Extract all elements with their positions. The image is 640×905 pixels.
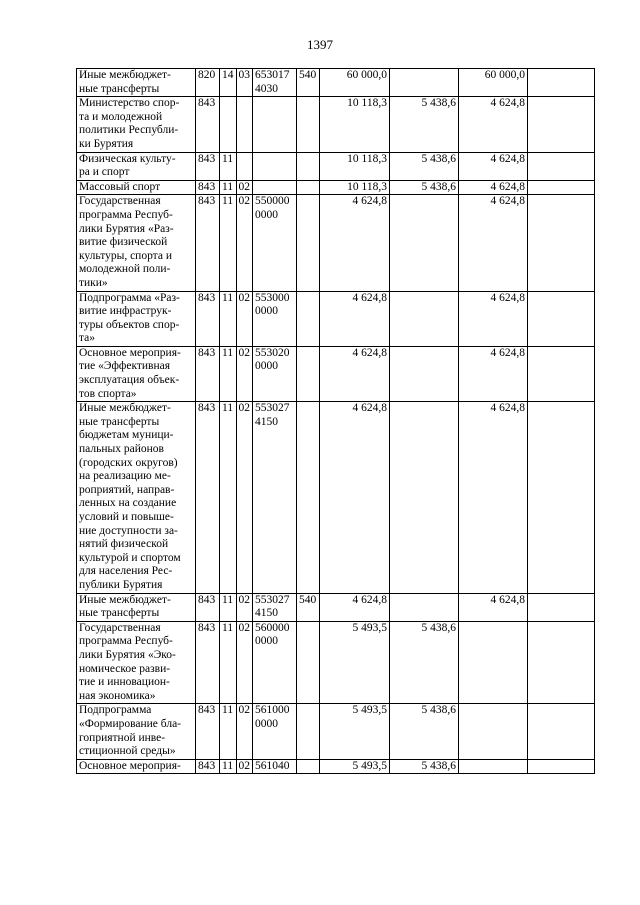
ministry-code-cell: 843	[196, 195, 220, 291]
amount-col4-cell	[528, 180, 595, 195]
target-article-cell: 553027 4150	[253, 402, 297, 593]
subsection-code-cell: 02	[236, 180, 253, 195]
item-name-cell: Министерство спор- та и молодежной политики Республи- ки Бурятия	[77, 97, 196, 152]
item-name-cell: Подпрограмма «Раз- витие инфраструк- туры объектов спор- та»	[77, 291, 196, 346]
subsection-code-cell	[236, 152, 253, 180]
amount-col3-cell: 4 624,8	[459, 97, 528, 152]
item-name-cell: Физическая культу- ра и спорт	[77, 152, 196, 180]
expense-type-cell	[297, 97, 320, 152]
amount-col3-cell	[459, 704, 528, 759]
amount-col2-cell: 5 438,6	[390, 704, 459, 759]
amount-col4-cell	[528, 346, 595, 401]
ministry-code-cell: 843	[196, 593, 220, 621]
ministry-code-cell: 843	[196, 759, 220, 774]
item-name-cell: Иные межбюджет- ные трансферты	[77, 69, 196, 97]
item-name-cell: Государственная программа Респуб- лики Бурятия «Эко- номическое разви- тие и инновацион- ная экономика»	[77, 621, 196, 704]
section-code-cell: 11	[220, 759, 237, 774]
target-article-cell: 553027 4150	[253, 593, 297, 621]
amount-total-cell: 4 624,8	[320, 593, 390, 621]
table-body	[77, 69, 595, 774]
table-row	[77, 346, 595, 401]
target-article-cell	[253, 97, 297, 152]
item-name-cell: Основное мероприя-	[77, 759, 196, 774]
amount-col3-cell: 4 624,8	[459, 291, 528, 346]
ministry-code-cell: 843	[196, 97, 220, 152]
target-article-cell: 560000 0000	[253, 621, 297, 704]
target-article-cell: 553000 0000	[253, 291, 297, 346]
subsection-code-cell: 02	[236, 346, 253, 401]
amount-col2-cell: 5 438,6	[390, 152, 459, 180]
item-name-cell: Основное мероприя- тие «Эффективная эксплуатация объек- тов спорта»	[77, 346, 196, 401]
ministry-code-cell: 843	[196, 152, 220, 180]
amount-col2-cell	[390, 346, 459, 401]
amount-col4-cell	[528, 402, 595, 593]
subsection-code-cell	[236, 97, 253, 152]
amount-total-cell: 5 493,5	[320, 759, 390, 774]
section-code-cell: 11	[220, 346, 237, 401]
subsection-code-cell: 02	[236, 291, 253, 346]
ministry-code-cell: 843	[196, 346, 220, 401]
amount-col2-cell: 5 438,6	[390, 180, 459, 195]
table-row	[77, 593, 595, 621]
amount-total-cell: 10 118,3	[320, 152, 390, 180]
amount-col3-cell: 4 624,8	[459, 593, 528, 621]
section-code-cell: 11	[220, 621, 237, 704]
amount-total-cell: 4 624,8	[320, 195, 390, 291]
ministry-code-cell: 843	[196, 621, 220, 704]
expense-type-cell	[297, 346, 320, 401]
subsection-code-cell: 02	[236, 402, 253, 593]
amount-col2-cell: 5 438,6	[390, 759, 459, 774]
ministry-code-cell: 820	[196, 69, 220, 97]
expense-type-cell	[297, 704, 320, 759]
section-code-cell: 11	[220, 152, 237, 180]
section-code-cell: 11	[220, 402, 237, 593]
subsection-code-cell: 02	[236, 704, 253, 759]
amount-total-cell: 4 624,8	[320, 402, 390, 593]
page-number: 1397	[307, 37, 333, 52]
expense-type-cell	[297, 621, 320, 704]
amount-col2-cell	[390, 69, 459, 97]
table-row	[77, 97, 595, 152]
amount-col4-cell	[528, 97, 595, 152]
amount-col3-cell: 4 624,8	[459, 180, 528, 195]
amount-col4-cell	[528, 195, 595, 291]
amount-total-cell: 10 118,3	[320, 97, 390, 152]
expense-type-cell: 540	[297, 593, 320, 621]
amount-col4-cell	[528, 621, 595, 704]
expense-type-cell	[297, 152, 320, 180]
amount-col3-cell: 4 624,8	[459, 152, 528, 180]
section-code-cell: 11	[220, 593, 237, 621]
table-row	[77, 704, 595, 759]
table-row	[77, 621, 595, 704]
target-article-cell	[253, 180, 297, 195]
amount-col2-cell	[390, 593, 459, 621]
ministry-code-cell: 843	[196, 704, 220, 759]
table-row	[77, 180, 595, 195]
amount-col3-cell: 60 000,0	[459, 69, 528, 97]
amount-total-cell: 5 493,5	[320, 621, 390, 704]
subsection-code-cell: 02	[236, 195, 253, 291]
table-row	[77, 195, 595, 291]
subsection-code-cell: 02	[236, 621, 253, 704]
table-row	[77, 152, 595, 180]
amount-col3-cell: 4 624,8	[459, 346, 528, 401]
item-name-cell: Массовый спорт	[77, 180, 196, 195]
item-name-cell: Иные межбюджет- ные трансферты	[77, 593, 196, 621]
item-name-cell: Подпрограмма «Формирование бла- гоприятной инве- стиционной среды»	[77, 704, 196, 759]
target-article-cell: 550000 0000	[253, 195, 297, 291]
amount-col3-cell	[459, 759, 528, 774]
expense-type-cell: 540	[297, 69, 320, 97]
amount-total-cell: 4 624,8	[320, 291, 390, 346]
expense-type-cell	[297, 195, 320, 291]
target-article-cell: 561040	[253, 759, 297, 774]
amount-col4-cell	[528, 152, 595, 180]
table-row	[77, 291, 595, 346]
item-name-cell: Иные межбюджет- ные трансферты бюджетам муници- пальных районов (городских округов) на реализацию ме- роприятий, направ- ленных на создание условий и повыше- ние доступности за- нятий физической культурой и спортом для населения Рес- публики Бурятия	[77, 402, 196, 593]
amount-total-cell: 5 493,5	[320, 704, 390, 759]
expense-type-cell	[297, 759, 320, 774]
amount-col4-cell	[528, 593, 595, 621]
subsection-code-cell: 02	[236, 593, 253, 621]
budget-table	[76, 68, 595, 774]
table-row	[77, 759, 595, 774]
section-code-cell: 11	[220, 704, 237, 759]
amount-col2-cell	[390, 195, 459, 291]
expense-type-cell	[297, 402, 320, 593]
target-article-cell: 653017 4030	[253, 69, 297, 97]
section-code-cell: 11	[220, 195, 237, 291]
amount-col3-cell	[459, 621, 528, 704]
amount-total-cell: 10 118,3	[320, 180, 390, 195]
amount-col4-cell	[528, 291, 595, 346]
ministry-code-cell: 843	[196, 180, 220, 195]
amount-col4-cell	[528, 704, 595, 759]
section-code-cell: 14	[220, 69, 237, 97]
section-code-cell	[220, 97, 237, 152]
ministry-code-cell: 843	[196, 402, 220, 593]
expense-type-cell	[297, 180, 320, 195]
section-code-cell: 11	[220, 180, 237, 195]
amount-col2-cell: 5 438,6	[390, 621, 459, 704]
amount-col3-cell: 4 624,8	[459, 195, 528, 291]
target-article-cell: 561000 0000	[253, 704, 297, 759]
amount-total-cell: 4 624,8	[320, 346, 390, 401]
expense-type-cell	[297, 291, 320, 346]
target-article-cell: 553020 0000	[253, 346, 297, 401]
amount-col2-cell	[390, 402, 459, 593]
subsection-code-cell: 03	[236, 69, 253, 97]
table-row	[77, 69, 595, 97]
target-article-cell	[253, 152, 297, 180]
table-row	[77, 402, 595, 593]
item-name-cell: Государственная программа Респуб- лики Бурятия «Раз- витие физической культуры, спорта и молодежной поли- тики»	[77, 195, 196, 291]
amount-col4-cell	[528, 69, 595, 97]
amount-col2-cell	[390, 291, 459, 346]
ministry-code-cell: 843	[196, 291, 220, 346]
section-code-cell: 11	[220, 291, 237, 346]
amount-col4-cell	[528, 759, 595, 774]
amount-total-cell: 60 000,0	[320, 69, 390, 97]
amount-col3-cell: 4 624,8	[459, 402, 528, 593]
subsection-code-cell: 02	[236, 759, 253, 774]
amount-col2-cell: 5 438,6	[390, 97, 459, 152]
